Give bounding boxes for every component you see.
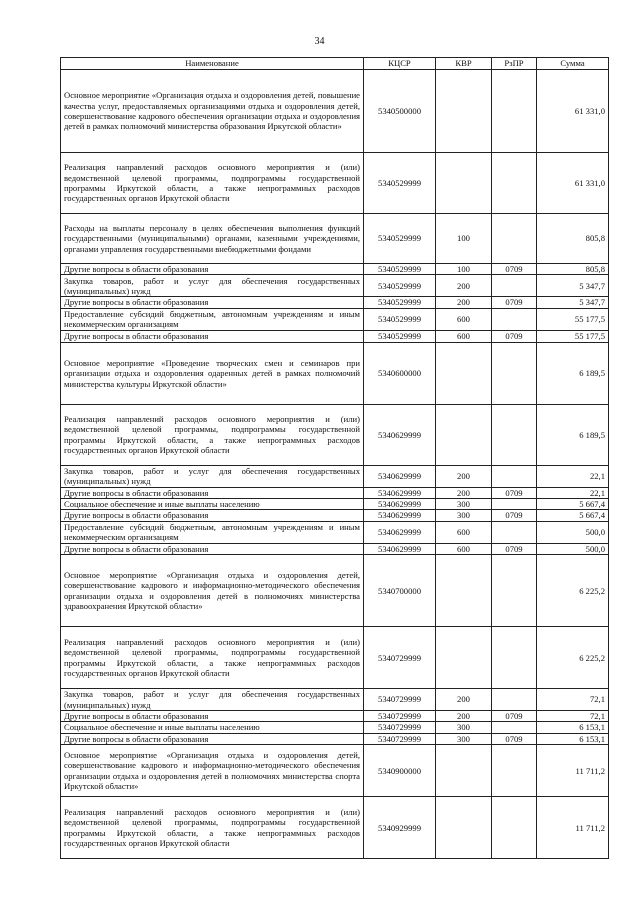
cell-kcsr: 5340929999: [364, 797, 436, 859]
cell-kvr: 200: [436, 689, 492, 711]
cell-rzpr: 0709: [492, 711, 537, 722]
header-name: Наименование: [61, 58, 364, 70]
cell-kcsr: 5340629999: [364, 487, 436, 498]
cell-sum: 61 331,0: [537, 153, 609, 214]
cell-kcsr: 5340529999: [364, 153, 436, 214]
cell-name: Предоставление субсидий бюджетным, автономным учреждениям и иным некоммерческим организациям: [61, 308, 364, 330]
table-row: [61, 733, 609, 744]
cell-rzpr: [492, 797, 537, 859]
cell-kvr: 300: [436, 510, 492, 521]
cell-kvr: 600: [436, 330, 492, 342]
cell-kcsr: 5340529999: [364, 264, 436, 275]
cell-rzpr: [492, 70, 537, 153]
cell-rzpr: [492, 275, 537, 297]
table-row: [61, 711, 609, 722]
table-row: [61, 214, 609, 264]
cell-sum: 72,1: [537, 689, 609, 711]
cell-kcsr: 5340700000: [364, 555, 436, 627]
cell-kcsr: 5340600000: [364, 342, 436, 404]
cell-kvr: [436, 342, 492, 404]
cell-name: Социальное обеспечение и иные выплаты населению: [61, 499, 364, 510]
cell-name: Реализация направлений расходов основного мероприятия и (или) ведомственной целевой программы, подпрограммы государственной программы Иркутской области, а также непрограммных расходов государственных органов Иркутской области: [61, 153, 364, 214]
cell-sum: 5 347,7: [537, 297, 609, 308]
cell-name: Закупка товаров, работ и услуг для обеспечения государственных (муниципальных) нужд: [61, 275, 364, 297]
cell-kvr: 300: [436, 733, 492, 744]
cell-sum: 6 189,5: [537, 342, 609, 404]
header-kvr: КВР: [436, 58, 492, 70]
cell-rzpr: [492, 745, 537, 797]
header-sum: Сумма: [537, 58, 609, 70]
table-row: [61, 308, 609, 330]
page-number: 34: [314, 36, 325, 47]
cell-sum: 22,1: [537, 487, 609, 498]
cell-kcsr: 5340629999: [364, 465, 436, 487]
cell-name: Основное мероприятие «Организация отдыха и оздоровления детей, совершенствование кадрового и информационно-методического обеспечения организации отдыха и оздоровления детей в полномочиях министерства здравоохранения Иркутской области»: [61, 555, 364, 627]
header-rzpr: РзПР: [492, 58, 537, 70]
cell-rzpr: 0709: [492, 330, 537, 342]
cell-kcsr: 5340729999: [364, 711, 436, 722]
cell-kcsr: 5340529999: [364, 308, 436, 330]
cell-kvr: [436, 797, 492, 859]
cell-kcsr: 5340629999: [364, 499, 436, 510]
cell-kcsr: 5340729999: [364, 722, 436, 733]
cell-kvr: 300: [436, 722, 492, 733]
cell-name: Реализация направлений расходов основного мероприятия и (или) ведомственной целевой программы, подпрограммы государственной программы Иркутской области, а также непрограммных расходов государственных органов Иркутской области: [61, 627, 364, 689]
cell-rzpr: [492, 722, 537, 733]
table-row: [61, 153, 609, 214]
table-row: [61, 521, 609, 543]
cell-kvr: 100: [436, 264, 492, 275]
cell-kcsr: 5340529999: [364, 214, 436, 264]
cell-name: Закупка товаров, работ и услуг для обеспечения государственных (муниципальных) нужд: [61, 689, 364, 711]
cell-kvr: 200: [436, 711, 492, 722]
table-row: [61, 722, 609, 733]
table-row: [61, 543, 609, 554]
cell-sum: 5 667,4: [537, 510, 609, 521]
table-row: [61, 797, 609, 859]
table-row: [61, 264, 609, 275]
cell-kcsr: 5340629999: [364, 510, 436, 521]
cell-name: Социальное обеспечение и иные выплаты населению: [61, 722, 364, 733]
cell-name: Реализация направлений расходов основного мероприятия и (или) ведомственной целевой программы, подпрограммы государственной программы Иркутской области, а также непрограммных расходов государственных органов Иркутской области: [61, 797, 364, 859]
table-row: [61, 70, 609, 153]
cell-kvr: [436, 745, 492, 797]
table-row: [61, 297, 609, 308]
cell-sum: 805,8: [537, 214, 609, 264]
table-row: [61, 487, 609, 498]
cell-name: Другие вопросы в области образования: [61, 510, 364, 521]
table-row: [61, 510, 609, 521]
cell-kvr: 200: [436, 297, 492, 308]
cell-rzpr: [492, 465, 537, 487]
cell-sum: 55 177,5: [537, 330, 609, 342]
cell-name: Основное мероприятие «Проведение творческих смен и семинаров при организации отдыха и оздоровления одаренных детей в рамках полномочий министерства культуры Иркутской области»: [61, 342, 364, 404]
table-row: [61, 689, 609, 711]
table-row: [61, 745, 609, 797]
cell-rzpr: [492, 404, 537, 465]
cell-rzpr: 0709: [492, 733, 537, 744]
cell-name: Другие вопросы в области образования: [61, 264, 364, 275]
cell-name: Реализация направлений расходов основного мероприятия и (или) ведомственной целевой программы, подпрограммы государственной программы Иркутской области, а также непрограммных расходов государственных органов Иркутской области: [61, 404, 364, 465]
cell-name: Другие вопросы в области образования: [61, 330, 364, 342]
cell-rzpr: [492, 342, 537, 404]
cell-kcsr: 5340529999: [364, 330, 436, 342]
cell-kvr: 600: [436, 521, 492, 543]
cell-rzpr: [492, 689, 537, 711]
cell-name: Основное мероприятие «Организация отдыха и оздоровления детей, совершенствование кадрового и информационно-методического обеспечения организации отдыха и оздоровления детей в полномочиях министерства спорта Иркутской области»: [61, 745, 364, 797]
cell-rzpr: 0709: [492, 510, 537, 521]
cell-kvr: 100: [436, 214, 492, 264]
cell-sum: 11 711,2: [537, 797, 609, 859]
cell-rzpr: 0709: [492, 487, 537, 498]
cell-sum: 6 189,5: [537, 404, 609, 465]
cell-kcsr: 5340629999: [364, 521, 436, 543]
cell-rzpr: [492, 521, 537, 543]
cell-rzpr: [492, 499, 537, 510]
cell-kcsr: 5340729999: [364, 689, 436, 711]
cell-sum: 6 225,2: [537, 555, 609, 627]
cell-kvr: [436, 153, 492, 214]
cell-sum: 500,0: [537, 543, 609, 554]
cell-sum: 500,0: [537, 521, 609, 543]
cell-kcsr: 5340729999: [364, 733, 436, 744]
cell-name: Основное мероприятие «Организация отдыха и оздоровления детей, повышение качества услуг, предоставляемых организациями отдыха и оздоровления детей, совершенствование кадрового обеспечения организации отдыха и оздоровления детей в рамках полномочий министерства образования Иркутской области»: [61, 70, 364, 153]
cell-name: Другие вопросы в области образования: [61, 733, 364, 744]
cell-kvr: [436, 555, 492, 627]
cell-kcsr: 5340629999: [364, 404, 436, 465]
table-row: [61, 499, 609, 510]
cell-rzpr: [492, 555, 537, 627]
cell-kvr: 200: [436, 465, 492, 487]
cell-sum: 5 667,4: [537, 499, 609, 510]
header-kcsr: КЦСР: [364, 58, 436, 70]
cell-kcsr: 5340729999: [364, 627, 436, 689]
cell-kvr: [436, 627, 492, 689]
cell-sum: 6 153,1: [537, 722, 609, 733]
cell-kvr: 200: [436, 275, 492, 297]
table-row: [61, 627, 609, 689]
cell-kvr: 600: [436, 308, 492, 330]
table-row: [61, 275, 609, 297]
cell-kvr: [436, 404, 492, 465]
cell-kcsr: 5340900000: [364, 745, 436, 797]
cell-kvr: 200: [436, 487, 492, 498]
cell-name: Предоставление субсидий бюджетным, автономным учреждениям и иным некоммерческим организациям: [61, 521, 364, 543]
cell-name: Другие вопросы в области образования: [61, 297, 364, 308]
table-row: [61, 342, 609, 404]
cell-rzpr: [492, 153, 537, 214]
cell-rzpr: 0709: [492, 297, 537, 308]
cell-name: Другие вопросы в области образования: [61, 543, 364, 554]
cell-rzpr: 0709: [492, 264, 537, 275]
table-row: [61, 330, 609, 342]
cell-rzpr: 0709: [492, 543, 537, 554]
cell-sum: 22,1: [537, 465, 609, 487]
cell-sum: 6 153,1: [537, 733, 609, 744]
cell-name: Другие вопросы в области образования: [61, 487, 364, 498]
table-row: [61, 404, 609, 465]
cell-sum: 805,8: [537, 264, 609, 275]
cell-kcsr: 5340500000: [364, 70, 436, 153]
cell-kvr: 300: [436, 499, 492, 510]
budget-table: [60, 57, 609, 859]
cell-name: Расходы на выплаты персоналу в целях обеспечения выполнения функций государственными (муниципальными) органами, казенными учреждениями, органами управления государственными внебюджетными фондами: [61, 214, 364, 264]
cell-name: Закупка товаров, работ и услуг для обеспечения государственных (муниципальных) нужд: [61, 465, 364, 487]
cell-rzpr: [492, 214, 537, 264]
cell-sum: 5 347,7: [537, 275, 609, 297]
table-row: [61, 555, 609, 627]
table-row: [61, 465, 609, 487]
cell-sum: 55 177,5: [537, 308, 609, 330]
cell-sum: 61 331,0: [537, 70, 609, 153]
cell-rzpr: [492, 627, 537, 689]
cell-kcsr: 5340529999: [364, 297, 436, 308]
cell-kcsr: 5340529999: [364, 275, 436, 297]
cell-sum: 11 711,2: [537, 745, 609, 797]
cell-sum: 72,1: [537, 711, 609, 722]
cell-kvr: [436, 70, 492, 153]
cell-rzpr: [492, 308, 537, 330]
table-header-row: [61, 58, 609, 70]
cell-kvr: 600: [436, 543, 492, 554]
cell-sum: 6 225,2: [537, 627, 609, 689]
cell-kcsr: 5340629999: [364, 543, 436, 554]
cell-name: Другие вопросы в области образования: [61, 711, 364, 722]
